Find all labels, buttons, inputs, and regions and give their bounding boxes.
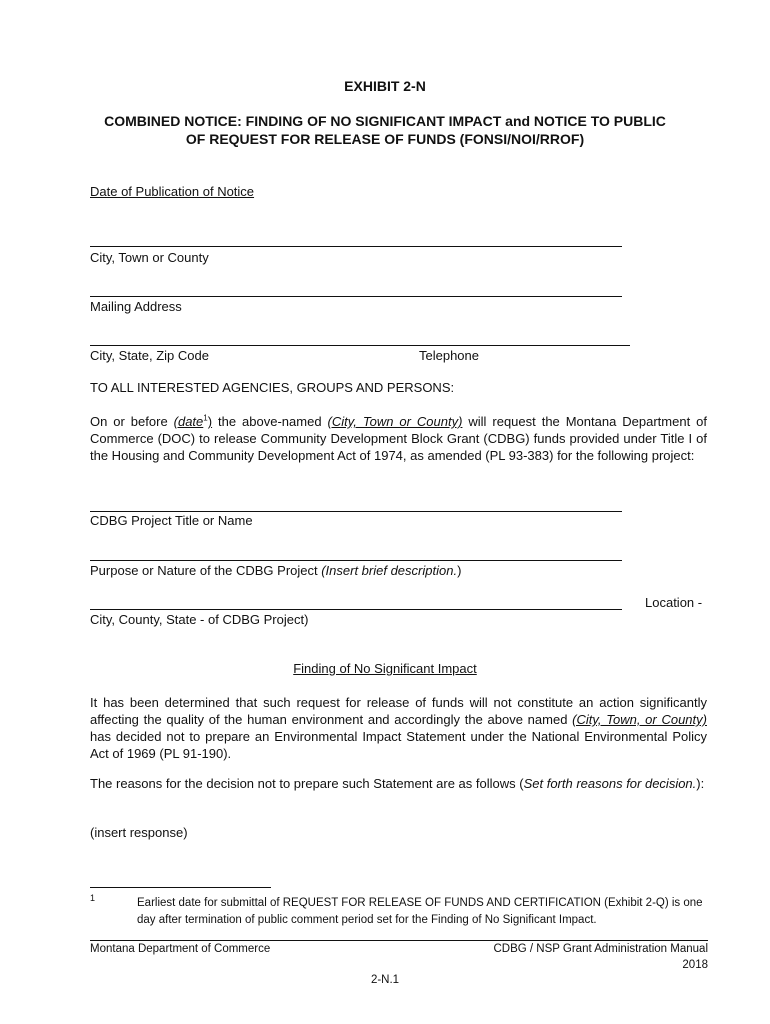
footnote-number: 1 bbox=[90, 893, 96, 903]
location-line bbox=[90, 609, 622, 610]
date-label: Date of Publication of Notice bbox=[90, 184, 255, 199]
insert-response: (insert response) bbox=[90, 825, 188, 840]
paragraph-reasons: The reasons for the decision not to prepare such Statement are as follows (Set forth reasons for decision.): bbox=[90, 776, 705, 791]
footer-right-line1: CDBG / NSP Grant Administration Manual bbox=[493, 943, 708, 955]
project-title-label: CDBG Project Title or Name bbox=[90, 513, 253, 528]
exhibit-heading: EXHIBIT 2-N bbox=[344, 78, 426, 94]
csz-line bbox=[90, 345, 630, 346]
paragraph-request: On or before (date$^1$) the above-named (City, Town or County) will request the Montana Department of Commerce (DOC) to release Community Development Block Grant (CDBG) funds provided under Title I of the Housing and Community Development Act of 1974, as amended (PL 93-383) for the following project: bbox=[90, 413, 707, 463]
page-number: 2-N.1 bbox=[370, 974, 400, 986]
footer-right-line2: 2018 bbox=[682, 959, 708, 971]
project-title-line bbox=[90, 511, 622, 512]
footnote-separator bbox=[90, 887, 271, 888]
footnote-ref: 1 bbox=[203, 413, 208, 423]
mailing-label: Mailing Address bbox=[90, 299, 182, 314]
purpose-line bbox=[90, 560, 622, 561]
csz-label: City, State, Zip Code bbox=[90, 348, 209, 363]
to-all-heading: TO ALL INTERESTED AGENCIES, GROUPS AND PERSONS: bbox=[90, 380, 455, 395]
location-label: Location - bbox=[645, 595, 703, 610]
city-line bbox=[90, 246, 622, 247]
paragraph-fonsi: It has been determined that such request for release of funds will not constitute an action significantly affecting the quality of the human environment and accordingly the above named (City, Town, or County) has decided not to prepare an Environmental Impact Statement under the National Environmental Policy Act of 1969 (PL 91-190). bbox=[90, 695, 707, 761]
footer-left: Montana Department of Commerce bbox=[90, 943, 271, 955]
purpose-label: Purpose or Nature of the CDBG Project (Insert brief description.) bbox=[90, 563, 462, 578]
footnote-text: Earliest date for submittal of REQUEST FOR RELEASE OF FUNDS AND CERTIFICATION (Exhibit 2-Q) is one day after termination of public comment period set for the Finding of No Significant Impact. bbox=[137, 897, 703, 926]
footer-rule bbox=[90, 940, 708, 941]
title-line-2: OF REQUEST FOR RELEASE OF FUNDS (FONSI/NOI/RROF) bbox=[185, 131, 585, 147]
telephone-label: Telephone bbox=[419, 348, 479, 363]
city-label: City, Town or County bbox=[90, 250, 209, 265]
title-line-1: COMBINED NOTICE: FINDING OF NO SIGNIFICANT IMPACT and NOTICE TO PUBLIC bbox=[104, 113, 666, 129]
location-sub: City, County, State - of CDBG Project) bbox=[90, 612, 309, 627]
fonsi-heading: Finding of No Significant Impact bbox=[293, 661, 477, 676]
mailing-line bbox=[90, 296, 622, 297]
